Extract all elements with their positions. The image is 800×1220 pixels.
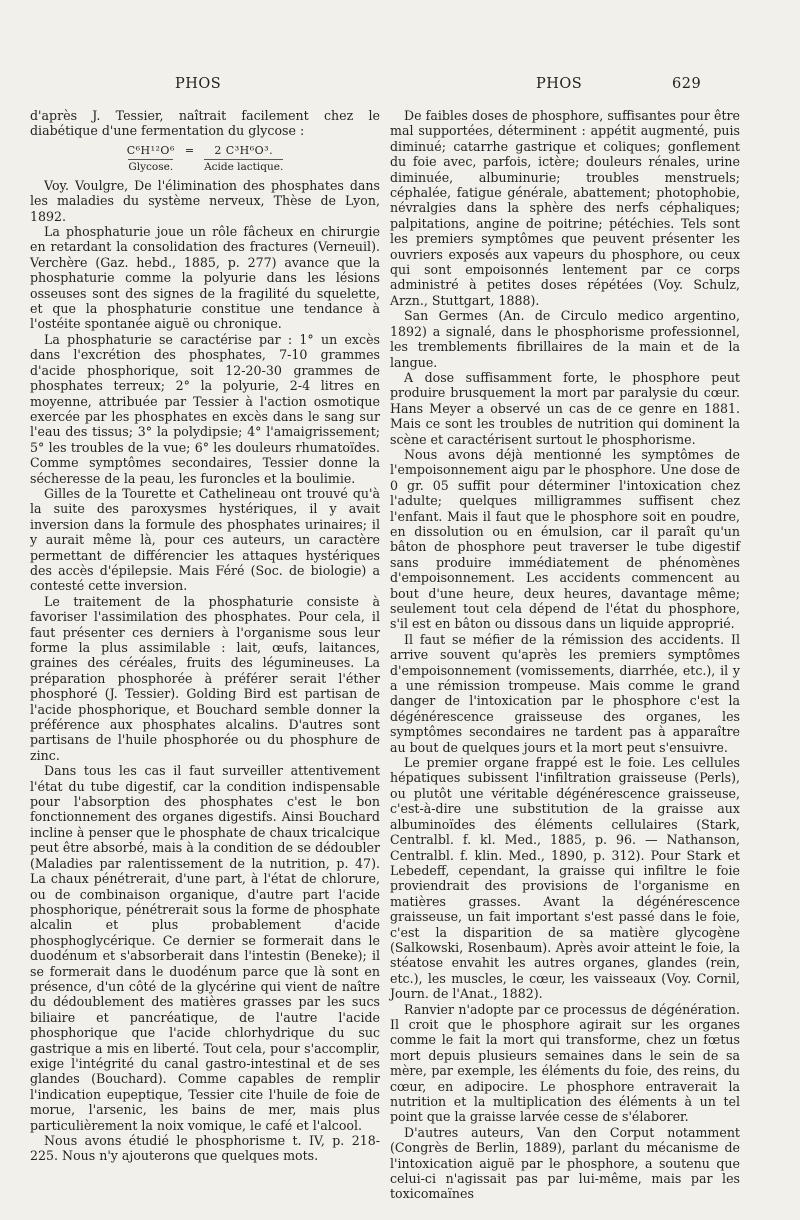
right-column: [390, 108, 740, 1202]
paragraph: Gilles de la Tourette et Cathelineau ont trouvé qu'à la suite des paroxysmes hystériques, il y avait inversion dans la formule des phosphates urinaires; il y aurait même là, pour ces auteurs, un caractère permettant de différencier les attaques hystériques des accès d'épilepsie. Mais Féré (Soc. de biologie) a contesté cette inversion.: [30, 485, 380, 594]
paragraph: De faibles doses de phosphore, suffisantes pour être mal supportées, déterminent : appétit augmenté, puis diminué; catarrhe gastrique et coliques; gonflement du foie avec, parfois, ictère; douleurs rénales, urine diminuée, albuminurie; troubles menstruels; céphalée, fatigue générale, abattement; photophobie, névralgies dans la sphère des nerfs céphaliques; palpitations, angine de poitrine; pétéchies. Tels sont les premiers symptômes que peuvent présenter les ouvriers exposés aux vapeurs du phosphore, ou ceux qui sont empoisonnés lentement par ce corps administré à petites doses répétées (Voy. Schulz, Arzn., Stuttgart, 1888).: [390, 108, 740, 308]
glycose-caption: Glycose.: [128, 160, 174, 173]
equals-sign: =: [184, 143, 195, 157]
paragraph: Voy. Voulgre, De l'élimination des phosphates dans les maladies du système nerveux, Thèse de Lyon, 1892.: [30, 177, 380, 224]
paragraph: D'autres auteurs, Van den Corput notamment (Congrès de Berlin, 1889), parlant du mécanisme de l'intoxication aiguë par le phosphore, a soutenu que celui-ci n'agissait pas par lui-même, mais par les toxicomaïnes: [390, 1124, 740, 1202]
lactic-acid-caption: Acide lactique.: [204, 160, 284, 173]
paragraph: d'après J. Tessier, naîtrait facilement chez le diabétique d'une fermentation du glycose :: [30, 108, 380, 139]
running-header: [0, 76, 800, 98]
left-column: [30, 108, 380, 1164]
paragraph: Nous avons étudié le phosphorisme t. IV, p. 218-225. Nous n'y ajouterons que quelques mots.: [30, 1133, 380, 1164]
paragraph: Il faut se méfier de la rémission des accidents. Il arrive souvent qu'après les premiers symptômes d'empoisonnement (vomissements, diarrhée, etc.), il y a une rémission trompeuse. Mais comme le grand danger de l'intoxication par le phosphore c'est la dégénérescence graisseuse des organes, les symptômes secondaires ne tardent pas à apparaître au bout de quelques jours et la mort peut s'ensuivre.: [390, 631, 740, 755]
paragraph: Nous avons déjà mentionné les symptômes de l'empoisonnement aigu par le phosphore. Une dose de 0 gr. 05 suffit pour déterminer l'intoxication chez l'adulte; quelques milligrammes suffisent chez l'enfant. Mais il faut que le phosphore soit en poudre, en dissolution ou en émulsion, car il paraît qu'un bâton de phosphore peut traverser le tube digestif sans produire immédiatement de phénomènes d'empoisonnement. Les accidents commencent au bout d'une heure, deux heures, davantage même; seulement tout cela dépend de l'état du phosphore, s'il est en bâton ou dissous dans un liquide approprié.: [390, 446, 740, 632]
paragraph: A dose suffisamment forte, le phosphore peut produire brusquement la mort par paralysie du cœur. Hans Meyer a observé un cas de ce genre en 1881. Mais ce sont les troubles de nutrition qui dominent la scène et caractérisent surtout le phosphorisme.: [390, 369, 740, 447]
paragraph: La phosphaturie joue un rôle fâcheux en chirurgie en retardant la consolidation des fractures (Verneuil). Verchère (Gaz. hebd., 1885, p. 277) avance que la phosphaturie comme la polyurie dans les lésions osseuses sont des signes de la fragilité du squelette, et que la phosphaturie constitue une tendance à l'ostéite spontanée aiguë ou chronique.: [30, 224, 380, 332]
paragraph: Dans tous les cas il faut surveiller attentivement l'état du tube digestif, car la condition indispensable pour l'absorption des phosphates c'est le bon fonctionnement des organes digestifs. Ainsi Bouchard incline à penser que le phosphate de chaux tricalcique peut être absorbé, mais à la condition de se dédoubler (Maladies par ralentissement de la nutrition, p. 47). La chaux pénétrerait, d'une part, à l'état de chlorure, ou de combinaison organique, d'autre part l'acide phosphorique, pénétrerait sous la forme de phosphate alcalin et plus probablement d'acide phosphoglycérique. Ce dernier se formerait dans le duodénum et s'absorberait dans l'intestin (Beneke); il se formerait dans le duodénum parce que là sont en présence, d'un côté de la glycérine qui vient de naître du dédoublement des matières grasses par les sucs biliaire et pancréatique, de l'autre l'acide phosphorique que l'acide chlorhydrique du suc gastrique a mis en liberté. Tout cela, pour s'accomplir, exige l'intégrité du canal gastro-intestinal et de ses glandes (Bouchard). Comme capables de remplir l'indication eupeptique, Tessier cite l'huile de foie de morue, l'arsenic, les bains de mer, mais plus particulièrement la noix vomique, le café et l'alcool.: [30, 763, 380, 1133]
header-right-title: PHOS: [536, 76, 583, 92]
paragraph: La phosphaturie se caractérise par : 1° un excès dans l'excrétion des phosphates, 7-10 grammes d'acide phosphorique, soit 12-20-30 grammes de phosphates terreux; 2° la polyurie, 2-4 litres en moyenne, attribuée par Tessier à l'action osmotique exercée par les phosphates en excès dans le sang sur l'eau des tissus; 3° la polydipsie; 4° l'amaigrissement; 5° les troubles de la vue; 6° les douleurs rhumatoïdes. Comme symptômes secondaires, Tessier donne la sécheresse de la peau, les furoncles et la boulimie.: [30, 331, 380, 486]
paragraph: San Germes (An. de Circulo medico argentino, 1892) a signalé, dans le phosphorisme professionnel, les tremblements fibrillaires de la main et de la langue.: [390, 308, 740, 370]
header-left-title: PHOS: [175, 76, 222, 92]
lactic-acid-formula: 2 C³H⁶O³.: [214, 143, 274, 157]
equation-left-term: [127, 144, 175, 174]
paragraph: Le traitement de la phosphaturie consiste à favoriser l'assimilation des phosphates. Pour cela, il faut présenter ces derniers à l'organisme sous leur forme la plus assimilable : lait, œufs, laitances, graines des céréales, fruits des légumineuses. La préparation phosphorée à préférer serait l'éther phosphoré (J. Tessier). Golding Bird est partisan de l'acide phosphorique, et Bouchard semble donner la préférence aux phosphates alcalins. D'autres sont partisans de l'huile phosphorée ou du phosphure de zinc.: [30, 593, 380, 763]
equation-right-term: [204, 144, 283, 174]
page-number: 629: [672, 76, 702, 92]
chemical-equation: [30, 144, 380, 174]
paragraph: Le premier organe frappé est le foie. Les cellules hépatiques subissent l'infiltration graisseuse (Perls), ou plutôt une véritable dégénérescence graisseuse, c'est-à-dire une substitution de la graisse aux albuminoïdes des éléments cellulaires (Stark, Centralbl. f. kl. Med., 1885, p. 96. — Nathanson, Centralbl. f. klin. Med., 1890, p. 312). Pour Stark et Lebedeff, cependant, la graisse qui infiltre le foie proviendrait des provisions de l'organisme en matières grasses. Avant la dégénérescence graisseuse, un fait important s'est passé dans le foie, c'est la disparition de sa matière glycogène (Salkowski, Rosenbaum). Après avoir atteint le foie, la stéatose envahit les autres organes, glandes (rein, etc.), les muscles, le cœur, les vaisseaux (Voy. Cornil, Journ. de l'Anat., 1882).: [390, 755, 740, 1002]
glycose-formula: C⁶H¹²O⁶: [126, 143, 175, 157]
paragraph: Ranvier n'adopte par ce processus de dégénération. Il croit que le phosphore agirait sur les organes comme le fait la mort qui transforme, chez un fœtus mort depuis plusieurs semaines dans le sein de sa mère, par exemple, les éléments du foie, des reins, du cœur, en adipocire. Le phosphore entraverait la nutrition et la multiplication des éléments à un tel point que la graisse larvée cesse de s'élaborer.: [390, 1001, 740, 1125]
